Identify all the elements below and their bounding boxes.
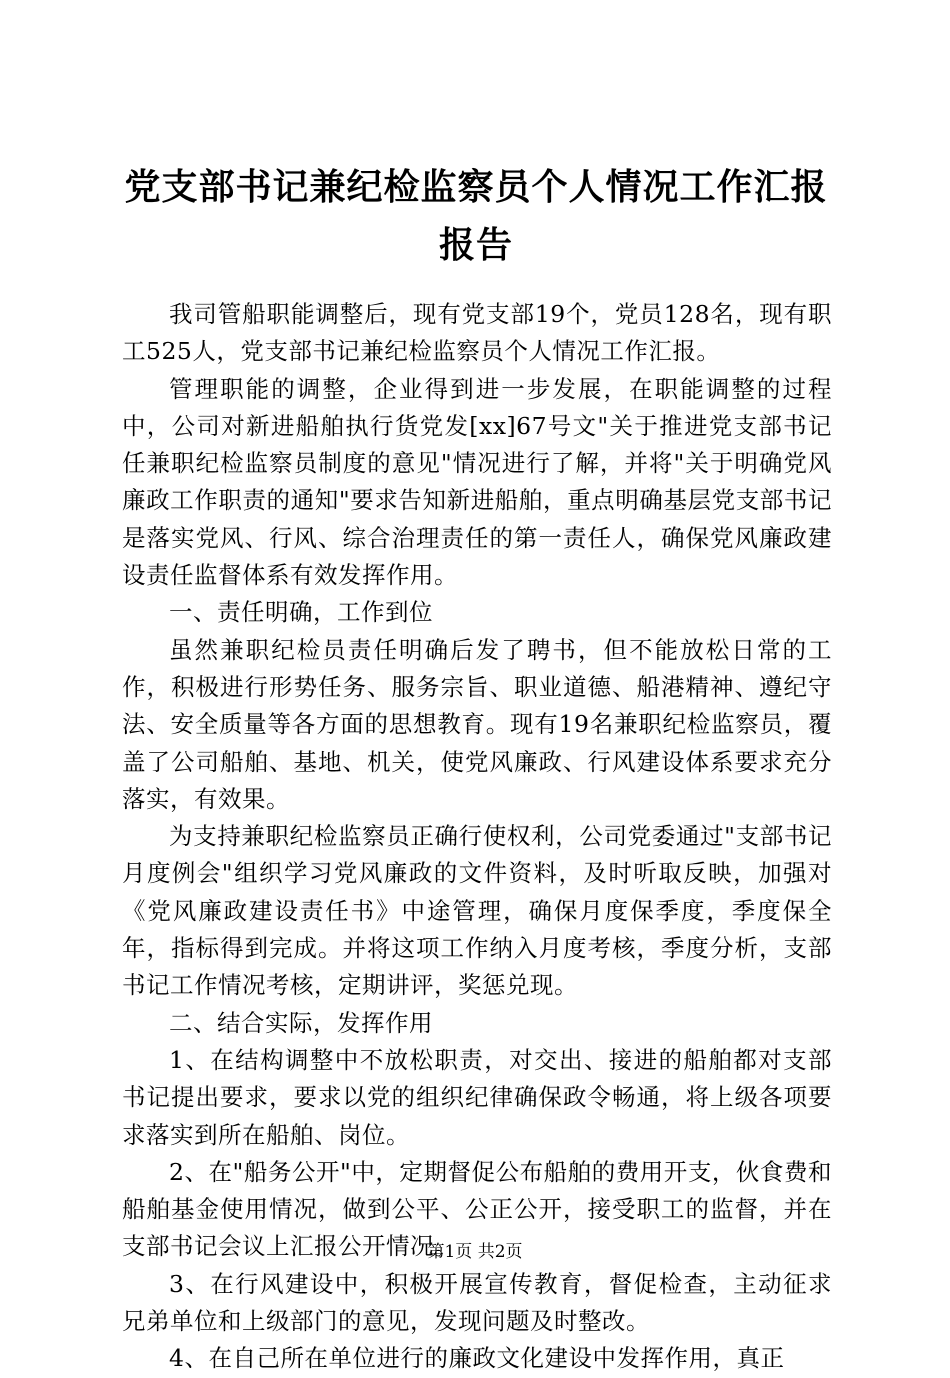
paragraph: 虽然兼职纪检员责任明确后发了聘书，但不能放松日常的工作，积极进行形势任务、服务宗旨、职业道德、船港精神、遵纪守法、安全质量等各方面的思想教育。现有19名兼职纪检监察员，覆盖了公司船舶、基地、机关，使党风廉政、行风建设体系要求充分落实，有效果。 (122, 635, 832, 813)
section-heading: 一、责任明确，工作到位 (169, 598, 433, 627)
section-heading: 二、结合实际，发挥作用 (169, 1008, 433, 1037)
paragraph: 我司管船职能调整后，现有党支部19个，党员128名，现有职工525人，党支部书记兼纪检监察员个人情况工作汇报。 (122, 300, 832, 366)
paragraph: 2、在"船务公开"中，定期督促公布船舶的费用开支，伙食费和船舶基金使用情况，做到公平、公正公开，接受职工的监督，并在支部书记会议上汇报公开情况。 (122, 1157, 832, 1261)
paragraph: 3、在行风建设中，积极开展宣传教育，督促检查，主动征求兄弟单位和上级部门的意见，发现问题及时整改。 (122, 1269, 832, 1336)
page-footer: 第1页 共2页 (427, 1242, 523, 1262)
document-body (122, 296, 832, 1378)
paragraph: 1、在结构调整中不放松职责，对交出、接进的船舶都对支部书记提出要求，要求以党的组织纪律确保政令畅通，将上级各项要求落实到所在船舶、岗位。 (122, 1045, 832, 1149)
paragraph: 管理职能的调整，企业得到进一步发展，在职能调整的过程中，公司对新进船舶执行货党发[xx]67号文"关于推进党支部书记任兼职纪检监察员制度的意见"情况进行了解，并将"关于明确党风廉政工作职责的通知"要求告知新进船舶，重点明确基层党支部书记是落实党风、行风、综合治理责任的第一责任人，确保党风廉政建设责任监督体系有效发挥作用。 (122, 374, 832, 590)
paragraph: 为支持兼职纪检监察员正确行使权利，公司党委通过"支部书记月度例会"组织学习党风廉政的文件资料，及时听取反映，加强对《党风廉政建设责任书》中途管理，确保月度保季度，季度保全年，指标得到完成。并将这项工作纳入月度考核，季度分析，支部书记工作情况考核，定期讲评，奖惩兑现。 (122, 822, 832, 1000)
paragraph: 4、在自己所在单位进行的廉政文化建设中发挥作用，真正 (169, 1344, 785, 1373)
document-title: 党支部书记兼纪检监察员个人情况工作汇报报告 (124, 166, 828, 266)
